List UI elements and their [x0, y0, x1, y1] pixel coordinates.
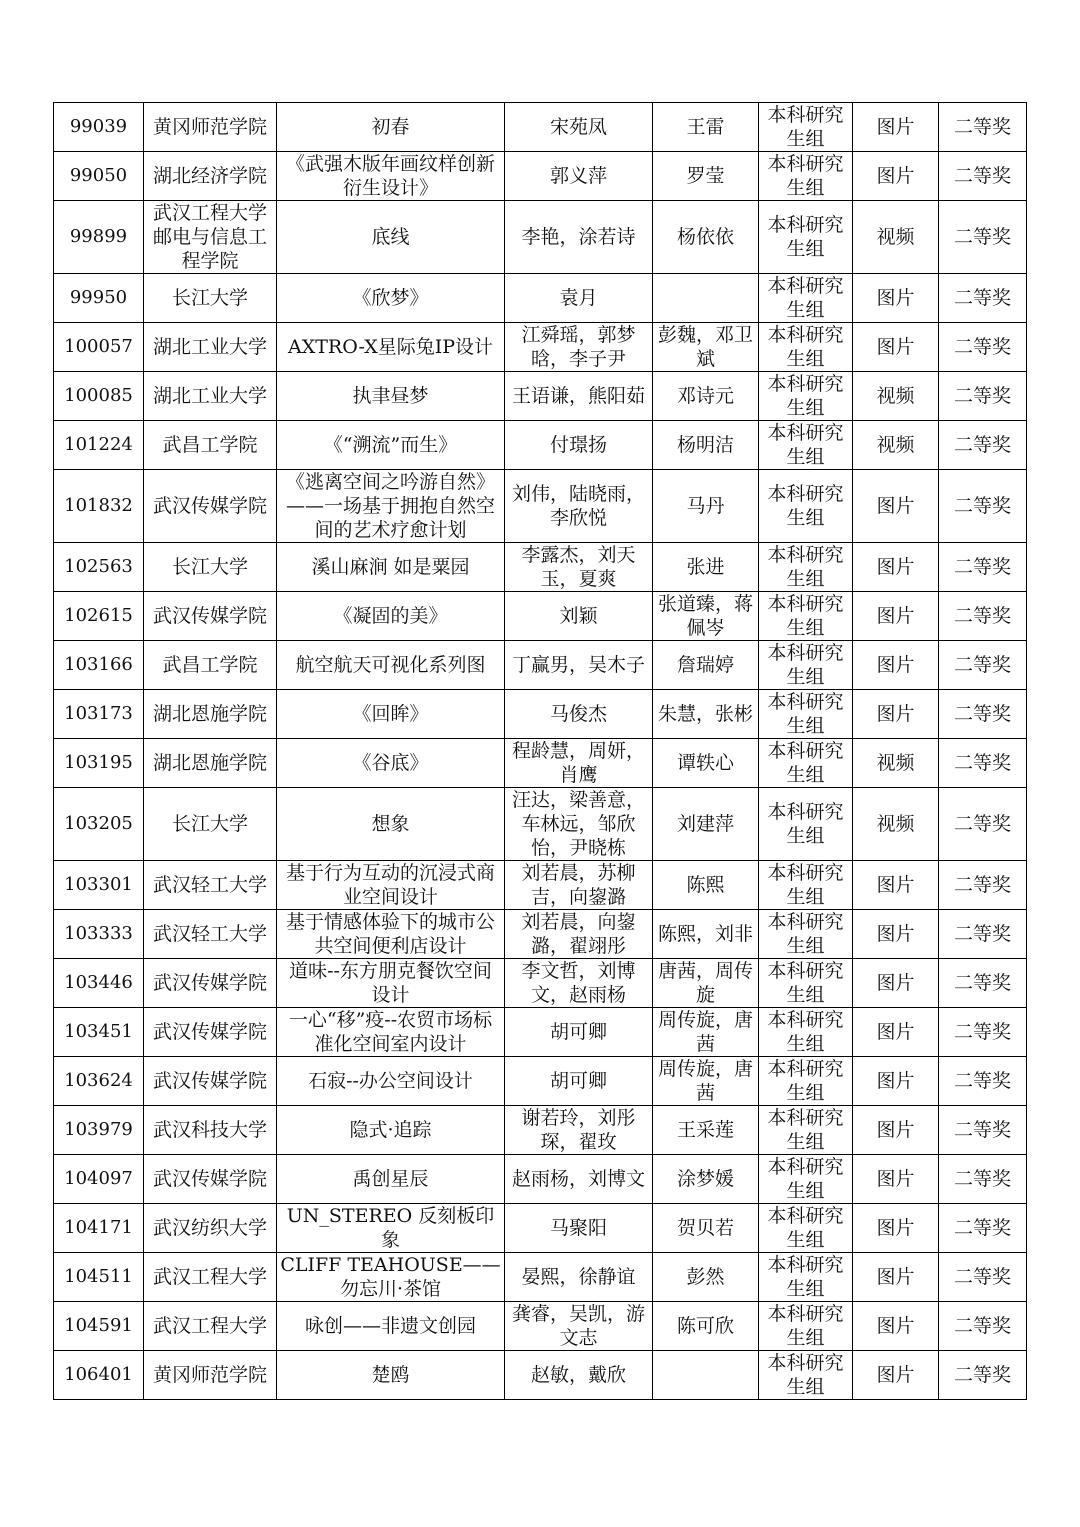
group-cell: 本科研究生组 [759, 1106, 853, 1155]
work-type-cell: 图片 [853, 543, 939, 592]
work-type-cell: 图片 [853, 103, 939, 152]
entry-id-cell: 103446 [54, 959, 144, 1008]
authors-cell: 刘颖 [505, 592, 653, 641]
award-cell: 二等奖 [939, 592, 1027, 641]
work-type-cell: 视频 [853, 372, 939, 421]
school-cell: 武汉科技大学 [144, 1106, 277, 1155]
group-cell: 本科研究生组 [759, 470, 853, 543]
work-type-cell: 图片 [853, 641, 939, 690]
authors-cell: 付璟扬 [505, 421, 653, 470]
school-cell: 长江大学 [144, 788, 277, 861]
table-row [54, 788, 1027, 861]
work-title-cell: 一心“移”疫--农贸市场标准化空间室内设计 [277, 1008, 505, 1057]
award-cell: 二等奖 [939, 1253, 1027, 1302]
work-title-cell: 基于行为互动的沉浸式商业空间设计 [277, 861, 505, 910]
authors-cell: 胡可卿 [505, 1057, 653, 1106]
authors-cell: 刘若晨，向鋆潞，翟翊彤 [505, 910, 653, 959]
work-type-cell: 图片 [853, 1057, 939, 1106]
advisor-cell: 马丹 [653, 470, 759, 543]
work-type-cell: 视频 [853, 739, 939, 788]
school-cell: 武汉工程大学 [144, 1253, 277, 1302]
entry-id-cell: 99050 [54, 152, 144, 201]
entry-id-cell: 103301 [54, 861, 144, 910]
table-row [54, 152, 1027, 201]
work-type-cell: 图片 [853, 861, 939, 910]
authors-cell: 程龄慧，周妍，肖鹰 [505, 739, 653, 788]
authors-cell: 江舜瑶，郭梦晗，李子尹 [505, 323, 653, 372]
entry-id-cell: 101832 [54, 470, 144, 543]
work-title-cell: CLIFF TEAHOUSE——勿忘川·茶馆 [277, 1253, 505, 1302]
table-row [54, 1155, 1027, 1204]
school-cell: 武汉纺织大学 [144, 1204, 277, 1253]
table-row [54, 201, 1027, 274]
group-cell: 本科研究生组 [759, 959, 853, 1008]
advisor-cell [653, 1351, 759, 1400]
work-type-cell: 图片 [853, 690, 939, 739]
group-cell: 本科研究生组 [759, 910, 853, 959]
group-cell: 本科研究生组 [759, 372, 853, 421]
advisor-cell: 王采莲 [653, 1106, 759, 1155]
work-type-cell: 图片 [853, 910, 939, 959]
advisor-cell: 罗莹 [653, 152, 759, 201]
table-row [54, 1057, 1027, 1106]
advisor-cell: 贺贝若 [653, 1204, 759, 1253]
authors-cell: 马俊杰 [505, 690, 653, 739]
table-row [54, 959, 1027, 1008]
award-cell: 二等奖 [939, 910, 1027, 959]
table-row [54, 1302, 1027, 1351]
award-cell: 二等奖 [939, 421, 1027, 470]
authors-cell: 刘若晨，苏柳吉，向鋆潞 [505, 861, 653, 910]
table-row [54, 323, 1027, 372]
group-cell: 本科研究生组 [759, 103, 853, 152]
awards-table-body [54, 103, 1027, 1400]
award-cell: 二等奖 [939, 274, 1027, 323]
work-title-cell: 《谷底》 [277, 739, 505, 788]
work-title-cell: 想象 [277, 788, 505, 861]
work-type-cell: 图片 [853, 1155, 939, 1204]
table-row [54, 1008, 1027, 1057]
school-cell: 武昌工学院 [144, 421, 277, 470]
group-cell: 本科研究生组 [759, 1008, 853, 1057]
authors-cell: 郭义萍 [505, 152, 653, 201]
authors-cell: 赵雨杨，刘博文 [505, 1155, 653, 1204]
award-cell: 二等奖 [939, 323, 1027, 372]
table-row [54, 910, 1027, 959]
advisor-cell [653, 274, 759, 323]
school-cell: 武汉轻工大学 [144, 861, 277, 910]
school-cell: 武汉传媒学院 [144, 959, 277, 1008]
work-type-cell: 图片 [853, 152, 939, 201]
school-cell: 武汉传媒学院 [144, 1008, 277, 1057]
work-type-cell: 图片 [853, 470, 939, 543]
group-cell: 本科研究生组 [759, 641, 853, 690]
work-type-cell: 图片 [853, 274, 939, 323]
authors-cell: 汪达，梁善意，车林远，邹欣怡，尹晓栋 [505, 788, 653, 861]
authors-cell: 刘伟，陆晓雨，李欣悦 [505, 470, 653, 543]
work-title-cell: 《凝固的美》 [277, 592, 505, 641]
work-type-cell: 图片 [853, 323, 939, 372]
award-cell: 二等奖 [939, 103, 1027, 152]
work-type-cell: 图片 [853, 1351, 939, 1400]
award-cell: 二等奖 [939, 739, 1027, 788]
entry-id-cell: 103205 [54, 788, 144, 861]
authors-cell: 袁月 [505, 274, 653, 323]
school-cell: 武汉传媒学院 [144, 470, 277, 543]
group-cell: 本科研究生组 [759, 543, 853, 592]
school-cell: 黄冈师范学院 [144, 1351, 277, 1400]
work-title-cell: 道味--东方朋克餐饮空间设计 [277, 959, 505, 1008]
table-row [54, 641, 1027, 690]
work-type-cell: 图片 [853, 592, 939, 641]
group-cell: 本科研究生组 [759, 421, 853, 470]
group-cell: 本科研究生组 [759, 274, 853, 323]
award-cell: 二等奖 [939, 201, 1027, 274]
authors-cell: 丁赢男，吴木子 [505, 641, 653, 690]
entry-id-cell: 103166 [54, 641, 144, 690]
advisor-cell: 彭然 [653, 1253, 759, 1302]
award-cell: 二等奖 [939, 372, 1027, 421]
work-title-cell: 底线 [277, 201, 505, 274]
group-cell: 本科研究生组 [759, 323, 853, 372]
table-row [54, 543, 1027, 592]
entry-id-cell: 99950 [54, 274, 144, 323]
authors-cell: 龚睿，吴凯，游文志 [505, 1302, 653, 1351]
authors-cell: 宋苑凤 [505, 103, 653, 152]
group-cell: 本科研究生组 [759, 1253, 853, 1302]
school-cell: 武汉工程大学邮电与信息工程学院 [144, 201, 277, 274]
advisor-cell: 詹瑞婷 [653, 641, 759, 690]
advisor-cell: 陈熙，刘非 [653, 910, 759, 959]
work-title-cell: 楚鸥 [277, 1351, 505, 1400]
work-title-cell: 《武强木版年画纹样创新衍生设计》 [277, 152, 505, 201]
advisor-cell: 张道臻，蒋佩岑 [653, 592, 759, 641]
authors-cell: 谢若玲，刘彤琛，翟玫 [505, 1106, 653, 1155]
work-type-cell: 图片 [853, 1204, 939, 1253]
table-row [54, 1253, 1027, 1302]
entry-id-cell: 103451 [54, 1008, 144, 1057]
awards-table [53, 102, 1027, 1400]
authors-cell: 胡可卿 [505, 1008, 653, 1057]
group-cell: 本科研究生组 [759, 861, 853, 910]
award-cell: 二等奖 [939, 959, 1027, 1008]
group-cell: 本科研究生组 [759, 201, 853, 274]
work-title-cell: 禹创星辰 [277, 1155, 505, 1204]
group-cell: 本科研究生组 [759, 152, 853, 201]
entry-id-cell: 103195 [54, 739, 144, 788]
advisor-cell: 朱慧，张彬 [653, 690, 759, 739]
table-row [54, 592, 1027, 641]
school-cell: 黄冈师范学院 [144, 103, 277, 152]
work-title-cell: UN_STEREO 反刻板印象 [277, 1204, 505, 1253]
advisor-cell: 杨依依 [653, 201, 759, 274]
work-title-cell: 隐式·追踪 [277, 1106, 505, 1155]
work-title-cell: 《回眸》 [277, 690, 505, 739]
group-cell: 本科研究生组 [759, 788, 853, 861]
entry-id-cell: 104511 [54, 1253, 144, 1302]
award-cell: 二等奖 [939, 1204, 1027, 1253]
entry-id-cell: 102563 [54, 543, 144, 592]
entry-id-cell: 103173 [54, 690, 144, 739]
advisor-cell: 周传旋，唐茜 [653, 1008, 759, 1057]
group-cell: 本科研究生组 [759, 1351, 853, 1400]
entry-id-cell: 106401 [54, 1351, 144, 1400]
entry-id-cell: 104591 [54, 1302, 144, 1351]
advisor-cell: 邓诗元 [653, 372, 759, 421]
school-cell: 湖北恩施学院 [144, 690, 277, 739]
school-cell: 武汉传媒学院 [144, 1057, 277, 1106]
table-row [54, 274, 1027, 323]
work-type-cell: 图片 [853, 1106, 939, 1155]
group-cell: 本科研究生组 [759, 1155, 853, 1204]
table-row [54, 470, 1027, 543]
advisor-cell: 张进 [653, 543, 759, 592]
award-cell: 二等奖 [939, 1302, 1027, 1351]
authors-cell: 马聚阳 [505, 1204, 653, 1253]
entry-id-cell: 103333 [54, 910, 144, 959]
work-type-cell: 视频 [853, 788, 939, 861]
school-cell: 武汉轻工大学 [144, 910, 277, 959]
advisor-cell: 王雷 [653, 103, 759, 152]
advisor-cell: 陈熙 [653, 861, 759, 910]
table-row [54, 1106, 1027, 1155]
table-row [54, 103, 1027, 152]
table-row [54, 861, 1027, 910]
school-cell: 湖北工业大学 [144, 372, 277, 421]
award-cell: 二等奖 [939, 1057, 1027, 1106]
entry-id-cell: 103624 [54, 1057, 144, 1106]
work-title-cell: 航空航天可视化系列图 [277, 641, 505, 690]
school-cell: 湖北工业大学 [144, 323, 277, 372]
award-cell: 二等奖 [939, 1155, 1027, 1204]
authors-cell: 李文哲，刘博文，赵雨杨 [505, 959, 653, 1008]
advisor-cell: 谭轶心 [653, 739, 759, 788]
work-title-cell: 基于情感体验下的城市公共空间便利店设计 [277, 910, 505, 959]
school-cell: 武汉传媒学院 [144, 592, 277, 641]
advisor-cell: 周传旋，唐茜 [653, 1057, 759, 1106]
group-cell: 本科研究生组 [759, 1302, 853, 1351]
work-type-cell: 视频 [853, 201, 939, 274]
work-title-cell: 执聿昼梦 [277, 372, 505, 421]
award-cell: 二等奖 [939, 788, 1027, 861]
work-title-cell: 咏创——非遗文创园 [277, 1302, 505, 1351]
entry-id-cell: 104171 [54, 1204, 144, 1253]
entry-id-cell: 101224 [54, 421, 144, 470]
award-cell: 二等奖 [939, 690, 1027, 739]
entry-id-cell: 104097 [54, 1155, 144, 1204]
entry-id-cell: 100085 [54, 372, 144, 421]
advisor-cell: 涂梦媛 [653, 1155, 759, 1204]
work-type-cell: 图片 [853, 959, 939, 1008]
award-cell: 二等奖 [939, 1008, 1027, 1057]
work-title-cell: AXTRO-X星际兔IP设计 [277, 323, 505, 372]
award-cell: 二等奖 [939, 152, 1027, 201]
award-cell: 二等奖 [939, 543, 1027, 592]
table-row [54, 1204, 1027, 1253]
school-cell: 长江大学 [144, 274, 277, 323]
work-type-cell: 图片 [853, 1302, 939, 1351]
group-cell: 本科研究生组 [759, 1057, 853, 1106]
entry-id-cell: 102615 [54, 592, 144, 641]
school-cell: 湖北经济学院 [144, 152, 277, 201]
advisor-cell: 杨明洁 [653, 421, 759, 470]
school-cell: 长江大学 [144, 543, 277, 592]
award-cell: 二等奖 [939, 1351, 1027, 1400]
work-type-cell: 图片 [853, 1253, 939, 1302]
authors-cell: 李艳，涂若诗 [505, 201, 653, 274]
entry-id-cell: 103979 [54, 1106, 144, 1155]
entry-id-cell: 99039 [54, 103, 144, 152]
advisor-cell: 唐茜，周传旋 [653, 959, 759, 1008]
school-cell: 武汉传媒学院 [144, 1155, 277, 1204]
group-cell: 本科研究生组 [759, 592, 853, 641]
award-cell: 二等奖 [939, 470, 1027, 543]
advisor-cell: 刘建萍 [653, 788, 759, 861]
table-row [54, 690, 1027, 739]
school-cell: 武汉工程大学 [144, 1302, 277, 1351]
entry-id-cell: 99899 [54, 201, 144, 274]
advisor-cell: 陈可欣 [653, 1302, 759, 1351]
advisor-cell: 彭魏，邓卫斌 [653, 323, 759, 372]
authors-cell: 王语谦，熊阳茹 [505, 372, 653, 421]
work-title-cell: 《欣梦》 [277, 274, 505, 323]
work-title-cell: 《“溯流”而生》 [277, 421, 505, 470]
work-title-cell: 溪山麻涧 如是粟园 [277, 543, 505, 592]
school-cell: 武昌工学院 [144, 641, 277, 690]
authors-cell: 晏熙，徐静谊 [505, 1253, 653, 1302]
authors-cell: 李露杰，刘天玉，夏爽 [505, 543, 653, 592]
work-title-cell: 初春 [277, 103, 505, 152]
award-cell: 二等奖 [939, 1106, 1027, 1155]
school-cell: 湖北恩施学院 [144, 739, 277, 788]
group-cell: 本科研究生组 [759, 1204, 853, 1253]
work-type-cell: 视频 [853, 421, 939, 470]
authors-cell: 赵敏，戴欣 [505, 1351, 653, 1400]
group-cell: 本科研究生组 [759, 690, 853, 739]
table-row [54, 739, 1027, 788]
entry-id-cell: 100057 [54, 323, 144, 372]
work-title-cell: 石寂--办公空间设计 [277, 1057, 505, 1106]
work-type-cell: 图片 [853, 1008, 939, 1057]
work-title-cell: 《逃离空间之吟游自然》——一场基于拥抱自然空间的艺术疗愈计划 [277, 470, 505, 543]
award-cell: 二等奖 [939, 641, 1027, 690]
table-row [54, 421, 1027, 470]
table-row [54, 1351, 1027, 1400]
group-cell: 本科研究生组 [759, 739, 853, 788]
award-cell: 二等奖 [939, 861, 1027, 910]
table-row [54, 372, 1027, 421]
